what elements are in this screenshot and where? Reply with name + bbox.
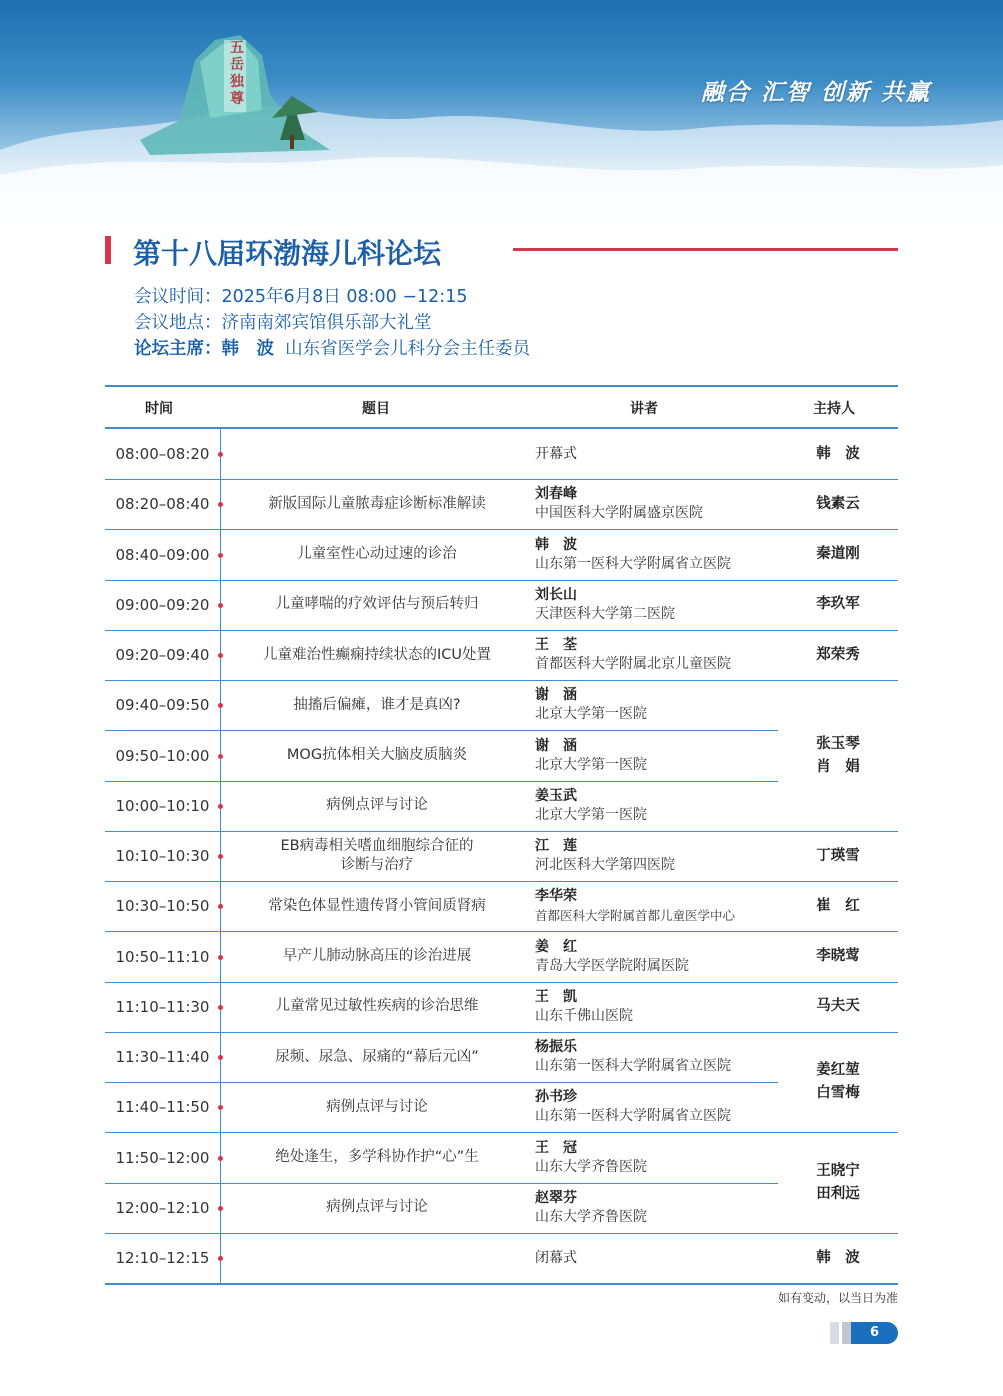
row-topic: 病例点评与讨论: [326, 797, 428, 814]
chair-name: 韩 波: [221, 339, 274, 359]
host-name: 崔 红: [816, 897, 860, 914]
row-time: 08:00–08:20: [115, 445, 210, 463]
speaker-affiliation: 北京大学第一医院: [535, 756, 647, 773]
row-host: [778, 530, 898, 580]
bullet-dot-icon: [218, 1156, 223, 1161]
host-name: 李玖军: [816, 596, 860, 613]
speaker-name: 韩 波: [535, 536, 577, 553]
row-topic: [235, 1233, 519, 1283]
bullet-dot-icon: [218, 904, 223, 909]
host-name: 韩 波: [816, 445, 860, 462]
row-time: 10:00–10:10: [115, 796, 210, 815]
bullet-dot-icon: [218, 653, 223, 658]
bullet-dot-icon: [218, 955, 223, 960]
forum-chair: [134, 336, 530, 362]
row-time: 08:40–09:00: [115, 545, 210, 564]
speaker-affiliation: 河北医科大学第四医院: [535, 857, 675, 873]
row-host: [778, 479, 898, 529]
bullet-dot-icon: [218, 502, 223, 507]
speaker-affiliation: 山东第一医科大学附属省立医院: [535, 1108, 731, 1125]
row-time: 10:50–11:10: [115, 947, 210, 966]
row-time: 12:00–12:10: [115, 1198, 210, 1217]
host-name: 马夫天: [816, 998, 860, 1015]
host-name: 李晓莺: [816, 948, 860, 965]
row-time: 09:50–10:00: [115, 746, 210, 765]
speaker-name: 闭幕式: [535, 1250, 577, 1266]
row-time: 12:10–12:15: [115, 1249, 210, 1267]
host-name: 秦道刚: [816, 546, 860, 563]
row-host: [778, 881, 898, 931]
row-host: [778, 680, 898, 831]
speaker-affiliation: 山东第一医科大学附属省立医院: [535, 1058, 731, 1074]
row-topic: 儿童难治性癫痫持续状态的ICU处置: [262, 646, 491, 663]
speaker-name: 姜玉武: [535, 787, 577, 804]
meeting-time: 会议时间：2025年6月8日 08:00 −12:15: [134, 287, 468, 307]
row-topic: 病例点评与讨论: [326, 1098, 428, 1115]
row-topic: 抽搐后偏瘫，谁才是真凶?: [293, 696, 461, 713]
bullet-dot-icon: [218, 1005, 223, 1010]
speaker-name: 王 冠: [535, 1139, 577, 1156]
page-title: 第十八届环渤海儿科论坛: [133, 237, 442, 270]
row-time: 11:10–11:30: [115, 997, 210, 1016]
row-time: 11:30–11:40: [115, 1048, 210, 1066]
row-topic: EB病毒相关嗜血细胞综合征的 诊断与治疗: [280, 838, 474, 873]
row-topic: 绝处逢生，多学科协作护“心”生: [275, 1149, 479, 1165]
bullet-dot-icon: [218, 703, 223, 708]
row-time: 11:40–11:50: [115, 1098, 210, 1117]
header-topic: 题目: [362, 401, 390, 417]
host-name: 张玉琴: [816, 735, 860, 752]
speaker-affiliation: 北京大学第一医院: [535, 706, 647, 723]
logo-seal: 五 岳 独 尊: [230, 40, 244, 107]
page-number: 6: [851, 1322, 898, 1344]
row-topic: 病例点评与讨论: [326, 1199, 428, 1216]
speaker-name: 李华荣: [535, 888, 577, 905]
speaker-name: 赵翠芬: [535, 1189, 577, 1206]
row-topic: 新版国际儿童脓毒症诊断标准解读: [268, 495, 486, 512]
bullet-dot-icon: [218, 1256, 223, 1261]
row-host: [778, 1133, 898, 1234]
host-name: 郑荣秀: [816, 646, 860, 663]
chair-title: 山东省医学会儿科分会主任委员: [285, 339, 531, 359]
table-header: [105, 385, 898, 429]
row-time: 09:20–09:40: [115, 646, 210, 664]
speaker-affiliation: 青岛大学医学院附属医院: [535, 957, 689, 974]
speaker-name: 杨振乐: [535, 1039, 577, 1055]
header-host: 主持人: [813, 401, 855, 417]
meeting-info: [134, 284, 530, 362]
row-topic: 儿童哮喘的疗效评估与预后转归: [275, 596, 479, 613]
speaker-name: 孙书珍: [535, 1089, 577, 1106]
speaker-name: 刘长山: [535, 586, 577, 603]
slogan: 融合 汇智 创新 共赢: [700, 80, 931, 106]
row-topic: 儿童室性心动过速的诊治: [297, 546, 457, 562]
chair-label: 论坛主席：: [134, 339, 222, 359]
title-accent-bar: [105, 236, 111, 264]
meeting-venue: 会议地点：济南南郊宾馆俱乐部大礼堂: [134, 313, 432, 333]
bullet-dot-icon: [218, 1105, 223, 1110]
bullet-dot-icon: [218, 854, 223, 859]
host-name: 白雪梅: [816, 1085, 860, 1102]
table-body: [105, 429, 898, 1285]
footer-note: 如有变动，以当日为准: [777, 1291, 898, 1305]
header-speaker: 讲者: [630, 401, 658, 417]
row-time: 09:00–09:20: [115, 595, 210, 614]
host-name: 韩 波: [816, 1249, 860, 1266]
mountain-illustration: [0, 0, 1003, 230]
title-divider: [513, 248, 898, 251]
row-topic: MOG抗体相关大脑皮质脑炎: [286, 747, 468, 763]
row-host: [778, 982, 898, 1032]
bullet-dot-icon: [218, 452, 223, 457]
speaker-name: 王 凯: [535, 988, 577, 1005]
host-name: 肖 娟: [816, 758, 860, 775]
speaker-affiliation: 山东第一医科大学附属省立医院: [535, 555, 731, 572]
bullet-dot-icon: [218, 1206, 223, 1211]
bullet-dot-icon: [218, 553, 223, 558]
speaker-affiliation: 首都医科大学附属首都儿童医学中心: [535, 908, 736, 924]
header-banner: [0, 0, 1003, 230]
speaker-affiliation: 山东大学齐鲁医院: [535, 1158, 647, 1175]
row-time: 11:50–12:00: [115, 1148, 210, 1167]
page-indicator: [830, 1322, 898, 1344]
bullet-dot-icon: [218, 754, 223, 759]
row-topic: [235, 429, 519, 479]
row-topic: 常染色体显性遗传肾小管间质肾病: [268, 897, 486, 914]
bullet-dot-icon: [218, 804, 223, 809]
row-host: [778, 1032, 898, 1133]
speaker-name: 江 莲: [535, 838, 577, 854]
speaker-name: 王 荃: [535, 637, 577, 653]
speaker-affiliation: 山东大学齐鲁医院: [535, 1208, 647, 1225]
row-time: 08:20–08:40: [115, 495, 210, 514]
host-name: 王晓宁: [816, 1162, 860, 1179]
host-name: 丁瑛雪: [816, 847, 860, 864]
speaker-affiliation: 中国医科大学附属盛京医院: [535, 505, 703, 522]
row-host: [778, 831, 898, 881]
row-topic: 儿童常见过敏性疾病的诊治思维: [275, 998, 479, 1015]
speaker-name: 姜 红: [535, 938, 577, 955]
speaker-affiliation: 天津医科大学第二医院: [535, 605, 675, 622]
row-host: [778, 630, 898, 680]
host-name: 田利远: [816, 1185, 860, 1202]
row-host: [778, 429, 898, 479]
row-time: 09:40–09:50: [115, 696, 210, 715]
bullet-dot-icon: [218, 603, 223, 608]
speaker-affiliation: 山东千佛山医院: [535, 1007, 633, 1024]
bullet-dot-icon: [218, 1055, 223, 1060]
forum-title-row: [105, 232, 898, 268]
speaker-name: 谢 涵: [535, 687, 577, 704]
host-name: 钱素云: [816, 495, 860, 512]
speaker-name: 开幕式: [535, 446, 577, 462]
row-time: 10:30–10:50: [115, 897, 210, 916]
schedule-table: [105, 385, 898, 1285]
speaker-affiliation: 北京大学第一医院: [535, 806, 647, 823]
row-host: [778, 580, 898, 630]
speaker-name: 谢 涵: [535, 737, 577, 754]
row-host: [778, 1233, 898, 1283]
header-time: 时间: [145, 401, 173, 417]
speaker-name: 刘春峰: [535, 486, 577, 503]
row-topic: 早产儿肺动脉高压的诊治进展: [282, 948, 472, 964]
speaker-affiliation: 首都医科大学附属北京儿童医院: [535, 656, 731, 672]
row-host: [778, 932, 898, 982]
row-time: 10:10–10:30: [115, 847, 210, 865]
host-name: 姜红堃: [816, 1062, 860, 1079]
row-topic: 尿频、尿急、尿痛的“幕后元凶”: [275, 1048, 479, 1065]
